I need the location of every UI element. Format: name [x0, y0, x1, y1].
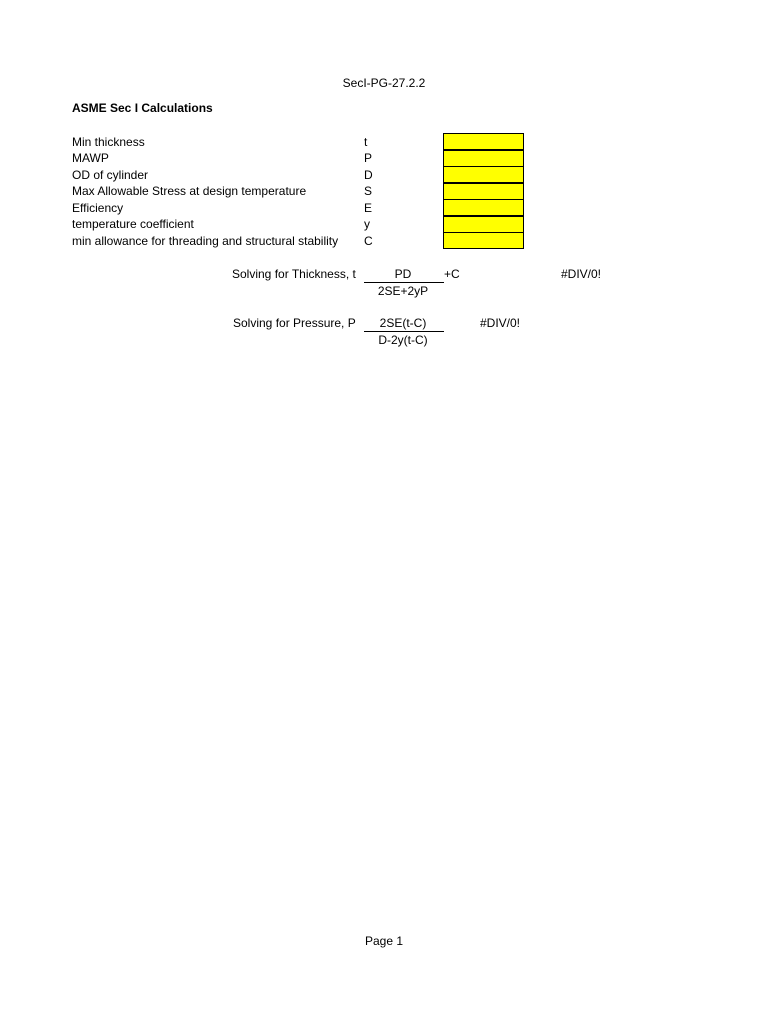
var-symbol-y: y [364, 217, 370, 231]
page-footer: Page 1 [364, 934, 404, 948]
var-label-stress: Max Allowable Stress at design temperature [72, 184, 307, 198]
input-cell-y[interactable] [443, 216, 524, 233]
pressure-denominator: D-2y(t-C) [378, 333, 428, 347]
pressure-result: #DIV/0! [480, 316, 521, 330]
var-label-min-thickness: Min thickness [72, 135, 145, 149]
input-cell-c[interactable] [443, 232, 524, 249]
var-label-temp-coeff: temperature coefficient [72, 217, 194, 231]
var-symbol-c: C [364, 234, 373, 248]
input-cell-d[interactable] [443, 166, 524, 183]
thickness-fraction-bar [364, 282, 444, 283]
var-label-efficiency: Efficiency [72, 201, 124, 215]
page-header: SecI-PG-27.2.2 [342, 76, 426, 90]
var-label-od: OD of cylinder [72, 168, 149, 182]
thickness-result: #DIV/0! [561, 267, 602, 281]
thickness-label: Solving for Thickness, t [232, 267, 356, 281]
pressure-fraction-bar [364, 331, 444, 332]
pressure-label: Solving for Pressure, P [233, 316, 356, 330]
input-cell-s[interactable] [443, 183, 524, 200]
var-symbol-t: t [364, 135, 368, 149]
var-symbol-d: D [364, 168, 373, 182]
input-cell-p[interactable] [443, 150, 524, 167]
thickness-numerator: PD [394, 267, 412, 281]
var-symbol-s: S [364, 184, 373, 198]
input-cell-e[interactable] [443, 199, 524, 216]
var-label-allowance: min allowance for threading and structural stability [72, 234, 339, 248]
thickness-suffix: +C [444, 267, 460, 281]
sheet-title: ASME Sec I Calculations [72, 101, 213, 115]
var-label-mawp: MAWP [72, 151, 109, 165]
thickness-denominator: 2SE+2yP [377, 284, 429, 298]
input-cell-t[interactable] [443, 133, 524, 150]
var-symbol-e: E [364, 201, 373, 215]
pressure-numerator: 2SE(t-C) [379, 316, 427, 330]
var-symbol-p: P [364, 151, 373, 165]
